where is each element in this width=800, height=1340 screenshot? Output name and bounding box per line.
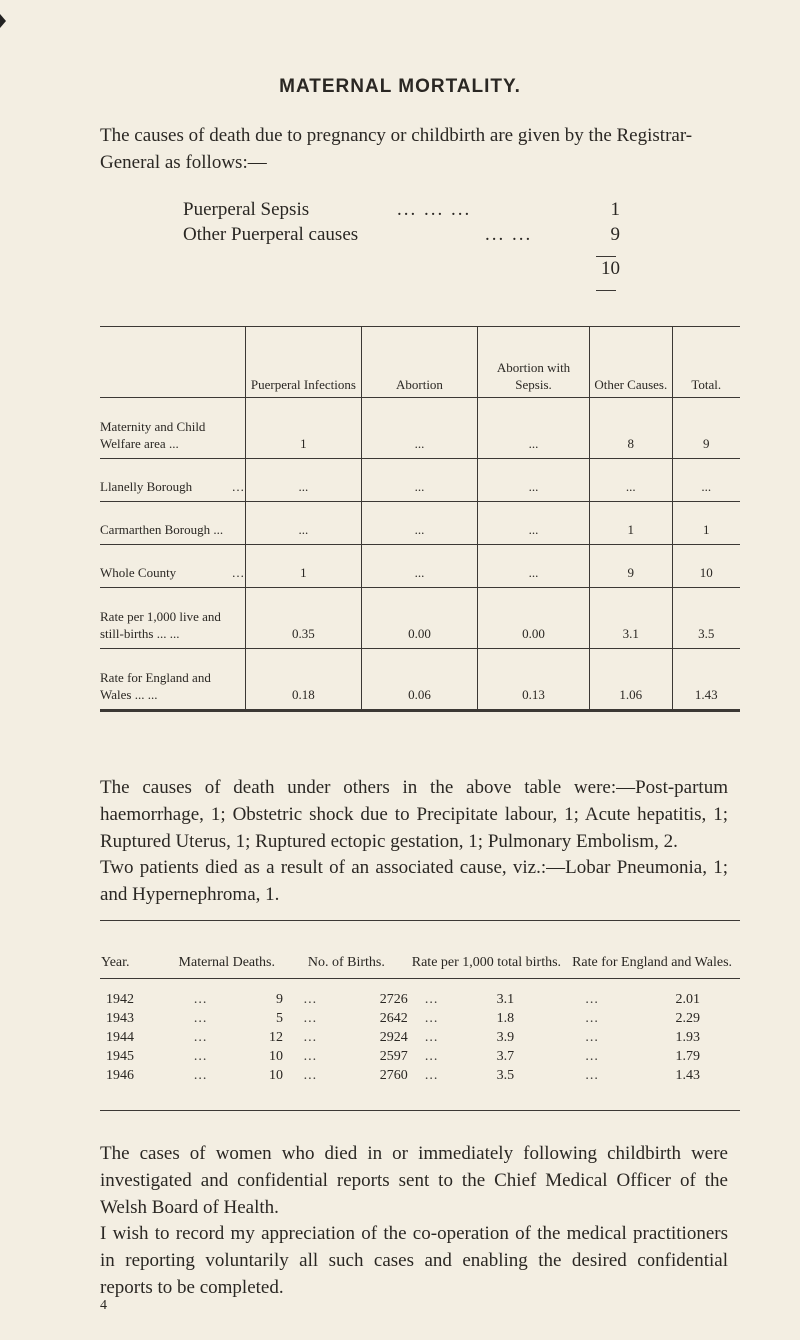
table-cell: 1.93 — [675, 1030, 700, 1045]
table-cell: 3.5 — [698, 626, 715, 641]
table-row — [100, 1009, 740, 1028]
row-label-cell — [100, 545, 245, 588]
table-header-row — [100, 921, 740, 979]
table-cell: 2.29 — [675, 1011, 700, 1026]
leader-dots: ... — [193, 1011, 208, 1026]
table-cell: 10 — [269, 1068, 284, 1083]
table-cell: ... — [361, 502, 477, 545]
leader-dots: ... — [424, 1049, 439, 1064]
table-row — [100, 1047, 740, 1066]
table-cell: 0.13 — [477, 649, 589, 711]
leader-dots: ... — [424, 1011, 439, 1026]
table-cell: ... — [245, 502, 361, 545]
column-header: Rate for England and Wales. — [572, 955, 733, 970]
table-header-row — [100, 327, 740, 398]
investigation-paragraph: The cases of women who died in or immediately following childbirth were investigated and confidential reports sent to the Chief Medical Officer of the Welsh Board of Health. — [100, 1143, 728, 1218]
year-cell: 1943 — [106, 1011, 134, 1026]
column-header: Maternal Deaths. — [178, 955, 275, 970]
table-cell: ... — [701, 479, 712, 494]
table-cell: 9 — [590, 545, 672, 588]
table-cell: 9 — [276, 992, 284, 1007]
table-row — [100, 545, 740, 588]
leader-dots: ... — [585, 1011, 599, 1026]
table-cell: 2597 — [379, 1049, 408, 1064]
intro-paragraph: The causes of death due to pregnancy or childbirth are given by the Registrar-General as follows:— — [100, 125, 693, 173]
row-label-cell — [100, 459, 245, 502]
row-label: Llanelly Borough — [100, 479, 193, 494]
cause-label: Other Puerperal causes — [183, 224, 359, 245]
other-causes-paragraph: The causes of death under others in the above table were:—Post-partum haemorrhage, 1; Obstetric shock due to Precipitate labour, 1; Acute hepatitis, 1; Ruptured Uterus, 1; Ruptured ectopic gestation, 1; Pulmonary Embolism, 2. — [100, 777, 728, 852]
table-cell: ... — [245, 459, 361, 502]
sum-rule — [596, 290, 616, 291]
table-cell: ... — [477, 502, 589, 545]
table-cell: 0.35 — [245, 588, 361, 649]
leader-dots: ... — [193, 1049, 208, 1064]
table-row — [100, 979, 740, 1010]
year-cell: 1942 — [106, 992, 134, 1007]
table-cell: 12 — [269, 1030, 284, 1045]
table-cell: 0.18 — [245, 649, 361, 711]
table-row — [100, 1028, 740, 1047]
page-edge-mark — [0, 14, 6, 28]
leader-dots: ... — [303, 992, 318, 1007]
row-label: Rate per 1,000 live and still-births ... ... — [100, 588, 245, 649]
leader-dots: ... — [585, 992, 599, 1007]
cause-value: 1 — [610, 199, 620, 220]
column-header: Puerperal Infections — [245, 327, 361, 398]
row-label: Carmarthen Borough ... — [100, 502, 245, 545]
year-cell: 1945 — [106, 1049, 134, 1064]
table-cell: 1.8 — [496, 1011, 515, 1026]
table-cell: 10 — [269, 1049, 284, 1064]
leader-dots: ... — [193, 992, 208, 1007]
table-cell: ... — [361, 398, 477, 459]
cause-dots: ... ... ... — [397, 199, 472, 220]
year-cell: 1944 — [106, 1030, 134, 1045]
column-header: Year. — [101, 955, 130, 970]
leader-dots: ... — [193, 1030, 208, 1045]
table-cell: 0.06 — [361, 649, 477, 711]
table-cell: ... — [590, 459, 672, 502]
table-row — [100, 502, 740, 545]
leader-dots: ... — [303, 1068, 318, 1083]
year-cell: 1946 — [106, 1068, 134, 1083]
table-cell: ... — [361, 459, 477, 502]
table-cell: 3.9 — [496, 1030, 515, 1045]
table-cell: ... — [477, 459, 589, 502]
leader-dots: ... — [193, 1068, 208, 1083]
table-cell: 1 — [245, 545, 361, 588]
table-cell: 2726 — [379, 992, 408, 1007]
table-cell: 1.06 — [590, 649, 672, 711]
appreciation-paragraph: I wish to record my appreciation of the co-operation of the medical practitioners in reporting voluntarily all such cases and enabling the desired confidential reports to be completed. — [100, 1223, 728, 1298]
page-title: MATERNAL MORTALITY. — [279, 76, 521, 97]
table-cell: 8 — [590, 398, 672, 459]
sum-rule — [596, 256, 616, 257]
leader-dots: ... — [232, 565, 245, 580]
table-cell: ... — [361, 545, 477, 588]
leader-dots: ... — [585, 1068, 599, 1083]
row-label: Maternity and Child Welfare area ... — [100, 398, 245, 459]
table-row — [100, 398, 740, 459]
column-header: Abortion with Sepsis. — [477, 327, 589, 398]
table-cell: 0.00 — [477, 588, 589, 649]
table-cell: 3.5 — [496, 1068, 515, 1083]
leader-dots: ... — [424, 1068, 439, 1083]
table-cell: 1.43 — [675, 1068, 700, 1083]
table-cell: 2642 — [379, 1011, 408, 1026]
table-cell: 9 — [703, 436, 710, 451]
table-cell: 1 — [590, 502, 672, 545]
column-header: No. of Births. — [307, 955, 385, 970]
column-header: Rate per 1,000 total births. — [411, 955, 562, 970]
table-cell: 2.01 — [675, 992, 700, 1007]
table-cell: ... — [477, 398, 589, 459]
cause-label: Puerperal Sepsis — [183, 199, 310, 220]
table-cell: 3.1 — [590, 588, 672, 649]
causes-total: 10 — [601, 258, 620, 279]
leader-dots: ... — [303, 1011, 318, 1026]
table-cell: 1 — [703, 522, 710, 537]
table-cell: ... — [477, 545, 589, 588]
table-cell: 3.1 — [496, 992, 515, 1007]
leader-dots: ... — [303, 1030, 318, 1045]
leader-dots: ... — [585, 1030, 599, 1045]
cause-value: 9 — [610, 224, 620, 245]
table-cell: 10 — [699, 565, 713, 580]
column-header: Other Causes. — [590, 327, 672, 398]
leader-dots: ... — [424, 992, 439, 1007]
yearly-mortality-table — [100, 920, 740, 1111]
column-header: Abortion — [361, 327, 477, 398]
cause-dots: ... ... — [485, 224, 533, 245]
leader-dots: ... — [232, 479, 245, 494]
table-row — [100, 649, 740, 711]
table-cell: 2760 — [379, 1068, 408, 1083]
row-label: Whole County — [100, 565, 177, 580]
leader-dots: ... — [303, 1049, 318, 1064]
table-cell: 1.79 — [675, 1049, 700, 1064]
leader-dots: ... — [585, 1049, 599, 1064]
table-cell: 1 — [245, 398, 361, 459]
table-cell: 1.43 — [694, 687, 718, 702]
causes-by-area-table — [100, 326, 740, 712]
column-header: Total. — [691, 377, 722, 392]
table-cell: 0.00 — [361, 588, 477, 649]
table-row — [100, 459, 740, 502]
row-label: Rate for England and Wales ... ... — [100, 649, 245, 711]
table-cell: 2924 — [379, 1030, 408, 1045]
table-cell: 3.7 — [496, 1049, 515, 1064]
associated-cause-paragraph: Two patients died as a result of an associated cause, viz.:—Lobar Pneumonia, 1; and Hypernephroma, 1. — [100, 857, 728, 905]
table-row — [100, 1066, 740, 1111]
leader-dots: ... — [424, 1030, 439, 1045]
page-number: 4 — [100, 1298, 107, 1313]
table-row — [100, 588, 740, 649]
table-cell: 5 — [276, 1011, 284, 1026]
column-header — [100, 327, 245, 398]
